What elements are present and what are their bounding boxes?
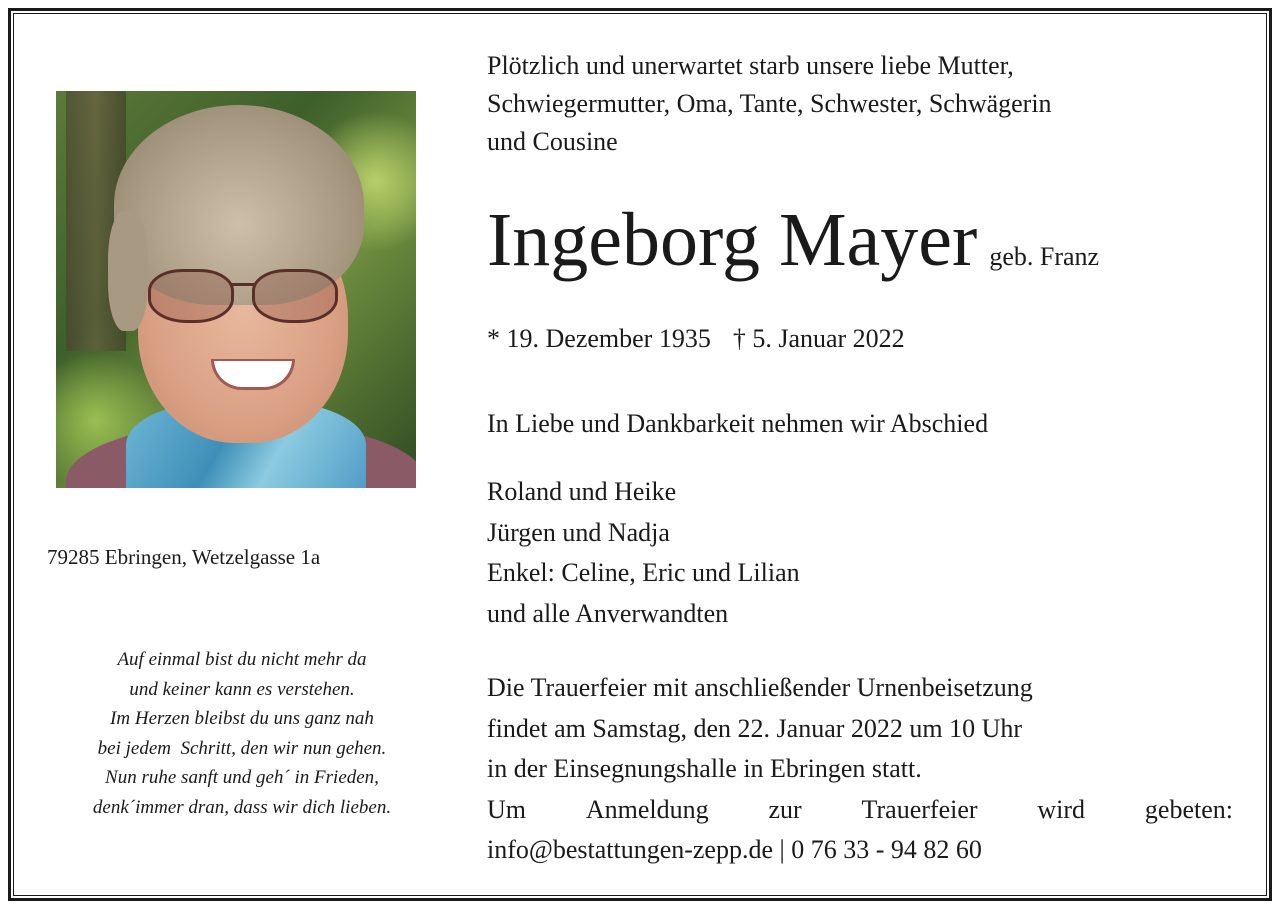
- registration-word: zur: [768, 794, 802, 824]
- registration-word: Um: [487, 794, 526, 824]
- service-info: [487, 668, 1233, 871]
- mourner-line: und alle Anverwandten: [487, 598, 729, 628]
- intro-line: und Cousine: [487, 127, 618, 156]
- poem-line: denk´immer dran, dass wir dich lieben.: [92, 796, 392, 818]
- intro-line: Plötzlich und unerwartet starb unsere liebe Mutter,: [487, 51, 1014, 80]
- poem-line: bei jedem Schritt, den wir nun gehen.: [97, 737, 387, 759]
- registration-word: Anmeldung: [585, 794, 709, 824]
- mourners-list: [487, 472, 800, 634]
- death-date: † 5. Januar 2022: [732, 324, 905, 353]
- intro-text: [487, 47, 1247, 161]
- contact-info: info@bestattungen-zepp.de | 0 76 33 - 94 82 60: [487, 835, 982, 864]
- portrait-photo: [56, 91, 416, 488]
- farewell-text: In Liebe und Dankbarkeit nehmen wir Abschied: [487, 409, 989, 438]
- service-line: Die Trauerfeier mit anschließender Urnenbeisetzung: [487, 673, 1033, 702]
- mourner-line: Roland und Heike: [487, 477, 677, 506]
- poem-line: und keiner kann es verstehen.: [129, 678, 355, 700]
- name-heading: [487, 192, 1099, 288]
- poem: [40, 645, 444, 822]
- mourner-line: Enkel: Celine, Eric und Lilian: [487, 558, 800, 587]
- mourner-line: Jürgen und Nadja: [487, 517, 670, 547]
- service-line: in der Einsegnungshalle in Ebringen statt.: [487, 754, 922, 783]
- life-dates: [487, 320, 905, 358]
- registration-word: gebeten:: [1144, 794, 1233, 824]
- service-line: findet am Samstag, den 22. Januar 2022 um 10 Uhr: [487, 713, 1023, 743]
- maiden-name: geb. Franz: [989, 242, 1100, 271]
- intro-line: Schwiegermutter, Oma, Tante, Schwester, Schwägerin: [487, 89, 1052, 118]
- birth-date: * 19. Dezember 1935: [487, 324, 711, 353]
- address: 79285 Ebringen, Wetzelgasse 1a: [47, 545, 321, 569]
- deceased-name: Ingeborg Mayer: [487, 198, 978, 282]
- registration-word: Trauerfeier: [861, 794, 978, 824]
- poem-line: Im Herzen bleibst du uns ganz nah: [110, 708, 374, 729]
- registration-line: [487, 790, 1233, 831]
- registration-word: wird: [1037, 794, 1086, 824]
- poem-line: Nun ruhe sanft und geh´ in Frieden,: [105, 767, 379, 788]
- poem-line: Auf einmal bist du nicht mehr da: [117, 649, 367, 670]
